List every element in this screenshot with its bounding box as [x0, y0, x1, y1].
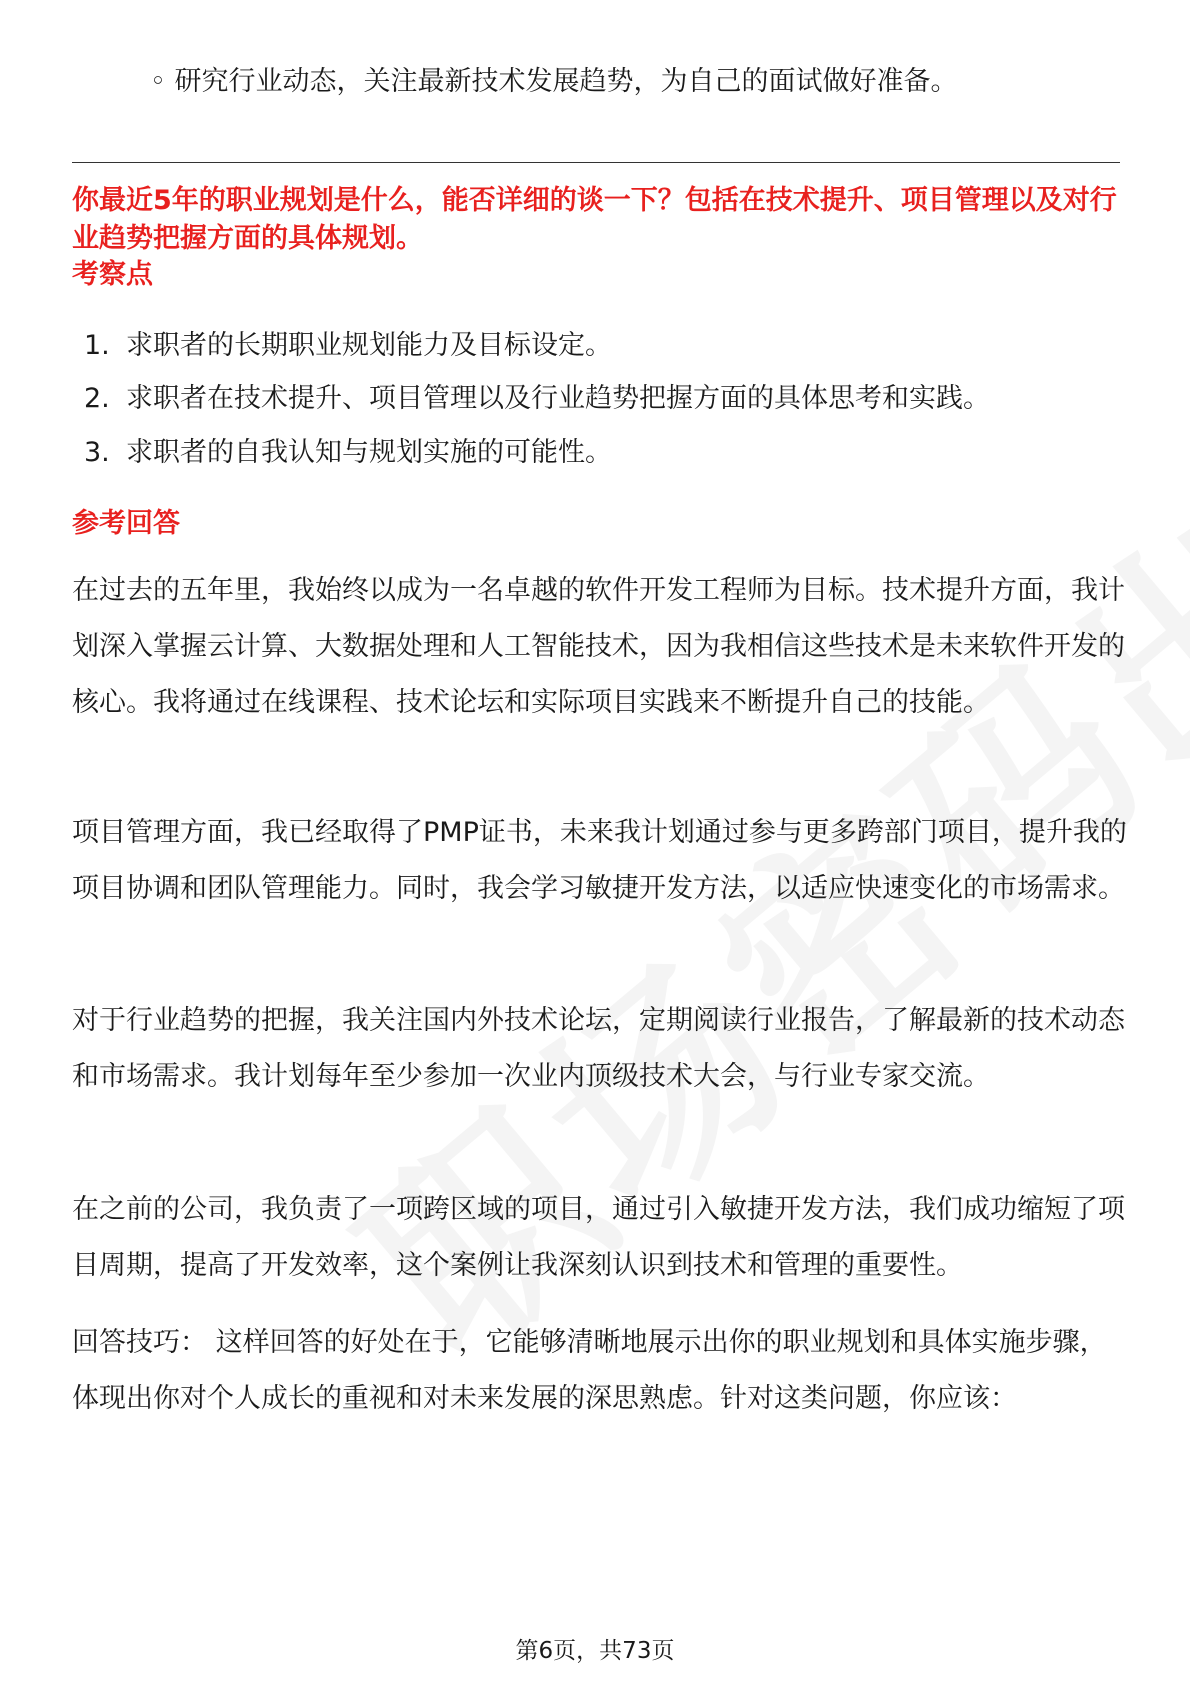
divider: [72, 162, 1120, 163]
paragraph: 对于行业趋势的把握，我关注国内外技术论坛，定期阅读行业报告，了解最新的技术动态和市场需求。我计划每年至少参加一次业内顶级技术大会，与行业专家交流。: [72, 1005, 1125, 1092]
list-number: 2.: [84, 383, 110, 414]
list-text: 求职者的自我认知与规划实施的可能性。: [126, 437, 612, 468]
list-item: [84, 327, 612, 365]
answer-tip-paragraph: 回答技巧： 这样回答的好处在于，它能够清晰地展示出你的职业规划和具体实施步骤，体现出你对个人成长的重视和对未来发展的深思熟虑。针对这类问题，你应该：: [72, 1327, 1107, 1414]
paragraph: 在过去的五年里，我始终以成为一名卓越的软件开发工程师为目标。技术提升方面，我计划深入掌握云计算、大数据处理和人工智能技术，因为我相信这些技术是未来软件开发的核心。我将通过在线课程、技术论坛和实际项目实践来不断提升自己的技能。: [72, 575, 1125, 718]
page-footer: 第6页，共73页: [515, 1638, 675, 1664]
list-text: 求职者在技术提升、项目管理以及行业趋势把握方面的具体思考和实践。: [126, 383, 990, 414]
paragraph: 在之前的公司，我负责了一项跨区域的项目，通过引入敏捷开发方法，我们成功缩短了项目周期，提高了开发效率，这个案例让我深刻认识到技术和管理的重要性。: [72, 1194, 1125, 1281]
paragraph: 项目管理方面，我已经取得了PMP证书，未来我计划通过参与更多跨部门项目，提升我的项目协调和团队管理能力。同时，我会学习敏捷开发方法，以适应快速变化的市场需求。: [72, 817, 1127, 904]
list-item: [84, 380, 990, 418]
question-heading: 你最近5年的职业规划是什么，能否详细的谈一下？包括在技术提升、项目管理以及对行业趋势把握方面的具体规划。: [72, 185, 1117, 254]
list-text: 求职者的长期职业规划能力及目标设定。: [126, 330, 612, 361]
bullet-item: ◦ 研究行业动态，关注最新技术发展趋势，为自己的面试做好准备。: [150, 66, 958, 97]
section-heading-examine: 考察点: [72, 259, 153, 290]
list-number: 1.: [84, 330, 110, 361]
list-number: 3.: [84, 437, 110, 468]
section-heading-answer: 参考回答: [72, 508, 180, 539]
list-item: [84, 434, 612, 472]
